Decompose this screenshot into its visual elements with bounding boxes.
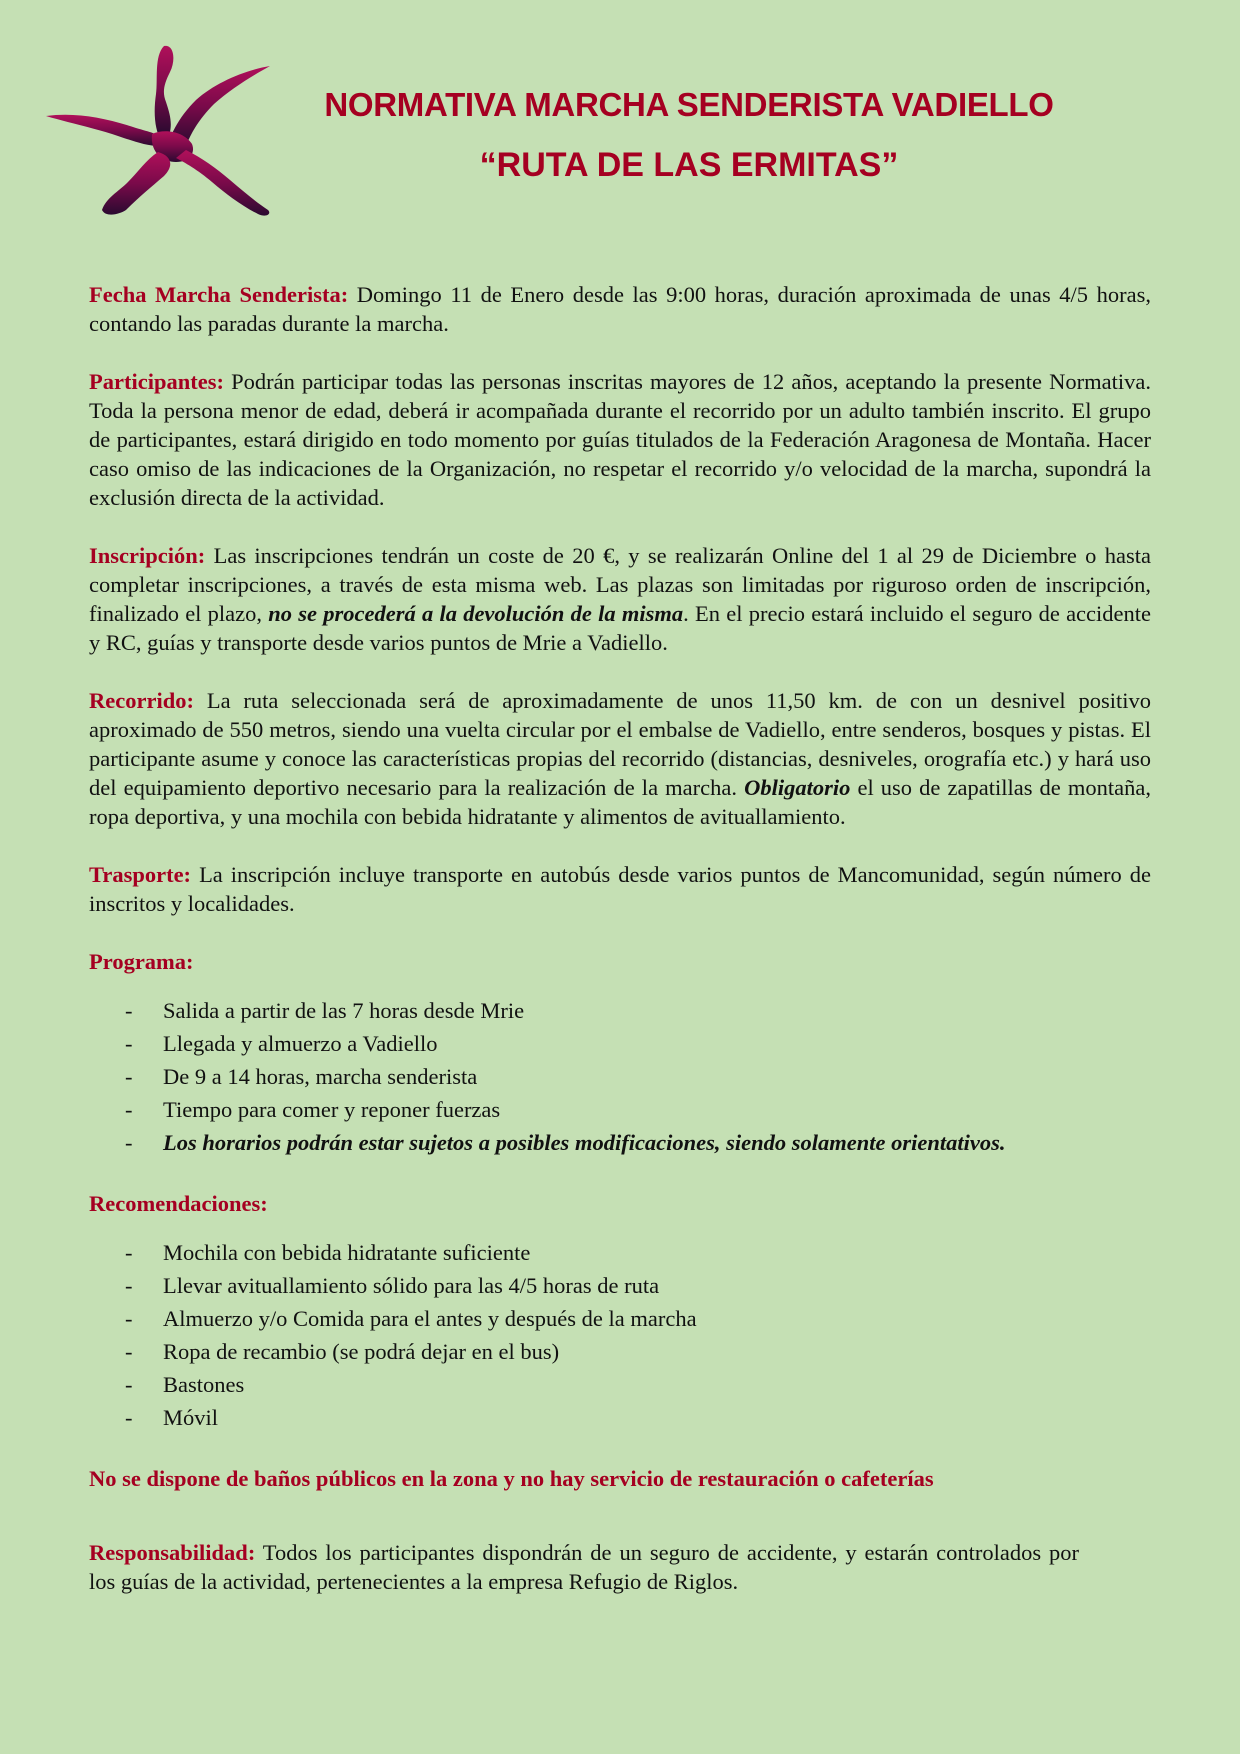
programa-title: Programa: <box>89 949 194 974</box>
inscripcion-text-after: . En el precio estará incluido el seguro de accidente y RC, guías y transporte desde varios puntos de Mrie a Vadiello. <box>89 601 1152 655</box>
document-title: NORMATIVA MARCHA SENDERISTA VADIELLO <box>324 86 1054 123</box>
participantes-text: Podrán participar todas las personas inscritas mayores de 12 años, aceptando la presente Normativa. Toda la persona menor de edad, deberá ir acompañada durante el recorrido por un adulto también inscrito. El grupo de participantes, estará dirigido en todo momento por guías titulados de la Federación Aragonesa de Montaña. Hacer caso omiso de las indicaciones de la Organización, no respetar el recorrido y/o velocidad de la marcha, supondrá la exclusión directa de la actividad. <box>89 369 1151 510</box>
dash-bullet: - <box>125 1097 133 1122</box>
programa-note: Los horarios podrán estar sujetos a posibles modificaciones, siendo solamente orientativos. <box>163 1130 1006 1155</box>
participantes-label: Participantes: <box>89 369 224 394</box>
list-item <box>89 1368 1151 1401</box>
section-recorrido <box>89 686 1151 831</box>
programa-list <box>89 994 1151 1159</box>
responsabilidad-label: Responsabilidad: <box>89 1540 256 1565</box>
section-fecha <box>89 280 1151 338</box>
programa-item-text: Llegada y almuerzo a Vadiello <box>163 1031 438 1056</box>
recomendacion-item-text: Bastones <box>163 1372 245 1397</box>
recomendacion-item-text: Ropa de recambio (se podrá dejar en el bus) <box>163 1339 560 1364</box>
list-item <box>89 1126 1151 1159</box>
recorrido-text-before: La ruta seleccionada será de aproximadamente de unos 11,50 km. de con un desnivel positivo aproximado de 550 metros, siendo una vuelta circular por el embalse de Vadiello, entre senderos, bosques y pistas. El participante asume y conoce las características propias del recorrido (distancias, desniveles, orografía etc.) y hará uso del equipamiento deportivo necesario para la realización de la marcha. <box>89 688 1151 800</box>
list-item <box>89 994 1151 1027</box>
inscripcion-emphasis: no se procederá a la devolución de la misma <box>268 601 684 626</box>
recomendacion-item-text: Llevar avituallamiento sólido para las 4/5 horas de ruta <box>163 1273 660 1298</box>
programa-item-text: De 9 a 14 horas, marcha senderista <box>163 1064 478 1089</box>
recomendacion-item-text: Mochila con bebida hidratante suficiente <box>163 1240 531 1265</box>
dash-bullet: - <box>125 1273 133 1298</box>
dash-bullet: - <box>125 1405 133 1430</box>
programa-item-text: Tiempo para comer y reponer fuerzas <box>163 1097 501 1122</box>
recomendacion-item-text: Móvil <box>163 1405 219 1430</box>
dash-bullet: - <box>125 1031 133 1056</box>
recorrido-text-after: el uso de zapatillas de montaña, ropa deportiva, y una mochila con bebida hidratante y alimentos de avituallamiento. <box>89 775 1151 829</box>
recomendacion-item-text: Almuerzo y/o Comida para el antes y después de la marcha <box>163 1306 697 1331</box>
list-item <box>89 1027 1151 1060</box>
dash-bullet: - <box>125 1064 133 1089</box>
list-item <box>89 1093 1151 1126</box>
dash-bullet: - <box>125 1339 133 1364</box>
list-item <box>89 1335 1151 1368</box>
fecha-text: Domingo 11 de Enero desde las 9:00 horas, duración aproximada de unas 4/5 horas, contando las paradas durante la marcha. <box>89 282 1151 336</box>
dash-bullet: - <box>125 998 133 1023</box>
recomendaciones-list <box>89 1236 1151 1434</box>
recomendaciones-title: Recomendaciones: <box>89 1191 268 1216</box>
inscripcion-text-before: Las inscripciones tendrán un coste de 20 €, y se realizarán Online del 1 al 29 de Diciembre o hasta completar inscripciones, a través de esta misma web. Las plazas son limitadas por riguroso orden de inscripción, finalizado el plazo, <box>89 543 1151 626</box>
dash-bullet: - <box>125 1240 133 1265</box>
inscripcion-label: Inscripción: <box>89 543 206 568</box>
list-item <box>89 1236 1151 1269</box>
section-trasporte <box>89 860 1151 918</box>
section-responsabilidad <box>89 1538 1079 1596</box>
recorrido-emphasis: Obligatorio <box>744 775 851 800</box>
document-body <box>89 280 1151 1625</box>
trasporte-label: Trasporte: <box>89 862 192 887</box>
section-inscripcion <box>89 541 1151 657</box>
trasporte-text: La inscripción incluye transporte en autobús desde varios puntos de Mancomunidad, según número de inscritos y localidades. <box>89 862 1151 916</box>
programa-item-text: Salida a partir de las 7 horas desde Mrie <box>163 998 525 1023</box>
recorrido-label: Recorrido: <box>89 688 194 713</box>
list-item <box>89 1269 1151 1302</box>
fecha-label: Fecha Marcha Senderista: <box>89 282 349 307</box>
document-subtitle: “RUTA DE LAS ERMITAS” <box>479 146 899 184</box>
list-item <box>89 1060 1151 1093</box>
dash-bullet: - <box>125 1306 133 1331</box>
dash-bullet: - <box>125 1130 133 1155</box>
responsabilidad-text: Todos los participantes dispondrán de un seguro de accidente, y estarán controlados por los guías de la actividad, pertenecientes a la empresa Refugio de Riglos. <box>89 1540 1079 1594</box>
section-participantes <box>89 367 1151 512</box>
list-item <box>89 1401 1151 1434</box>
dash-bullet: - <box>125 1372 133 1397</box>
list-item <box>89 1302 1151 1335</box>
warning-notice: No se dispone de baños públicos en la zona y no hay servicio de restauración o cafeterías <box>89 1466 934 1491</box>
stylized-figure-logo-icon <box>46 42 302 220</box>
